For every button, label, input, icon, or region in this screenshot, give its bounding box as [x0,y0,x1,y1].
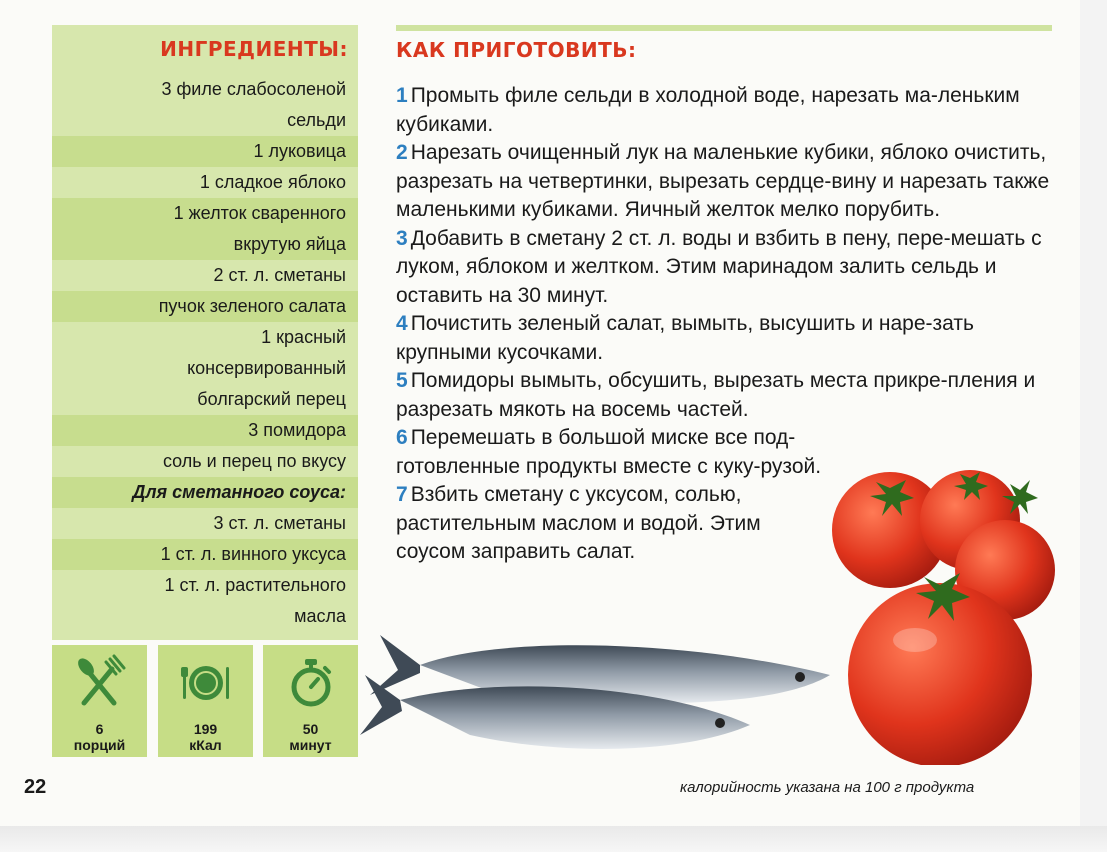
step-6 [396,424,834,481]
time-value: 50 [302,721,319,737]
calories-box [158,645,253,757]
ingredients-panel [52,25,358,640]
portions-value: 6 [95,721,104,737]
time-box [263,645,358,757]
ingredients-title: ИНГРЕДИЕНТЫ: [160,37,348,61]
step-number: 3 [396,226,408,250]
preparation-title: КАК ПРИГОТОВИТЬ: [396,38,637,62]
calorie-note: калорийность указана на 100 г продукта [680,779,975,796]
ingredient-row: масла [294,606,346,626]
portions-unit: порций [73,737,126,753]
stopwatch-icon [285,653,337,713]
ingredient-row: болгарский перец [197,389,346,409]
ingredients-list [52,74,358,632]
step-text: Промыть филе сельди в холодной воде, нарезать ма-леньким кубиками. [396,84,1020,136]
ingredient-row: вкрутую яйца [52,229,358,260]
ingredient-row: консервированный [187,358,346,378]
step-text: Нарезать очищенный лук на маленькие кубики, яблоко очистить, разрезать на четвертинки, вырезать сердце-вину и нарезать также маленькими кубиками. Яичный желток мелко порубить. [396,141,1050,221]
sauce-subheading: Для сметанного соуса: [52,477,358,508]
step-7 [396,481,834,567]
ingredient-row: 1 ст. л. винного уксуса [52,539,358,570]
ingredient-row: 1 красный [261,327,346,347]
plate-icon [180,653,232,713]
calories-unit: кКал [189,737,222,753]
ingredient-row: сельди [287,110,346,130]
step-number: 2 [396,141,408,164]
scan-margin-right [1080,0,1107,852]
ingredient-row: 3 ст. л. сметаны [213,513,346,533]
step-text: Почистить зеленый салат, вымыть, высушить и наре-зать крупными кусочками. [396,312,974,364]
tomatoes-image [820,450,1060,765]
step-text: Помидоры вымыть, обсушить, вырезать места прикре-пления и разрезать мякоть на восемь частей. [396,369,1036,421]
step-number: 5 [396,369,408,392]
step-1 [396,82,1056,139]
step-2 [396,139,1056,225]
step-number: 7 [396,483,408,506]
ingredient-row: соль и перец по вкусу [162,451,346,471]
herring-image [360,625,840,775]
step-text: Добавить в сметану 2 ст. л. воды и взбить в пену, пере-мешать с луком, яблоком и желтком. Этим маринадом залить сельдь и оставить на 30 минут. [396,226,1042,307]
step-number: 6 [396,426,408,449]
header-divider [396,25,1052,31]
scan-margin-bottom [0,826,1107,852]
fork-knife-icon [74,653,126,713]
calories-value: 199 [193,721,218,737]
step-4 [396,310,1056,367]
ingredient-row: 1 желток сваренного [52,198,358,229]
step-5 [396,367,1056,424]
ingredient-row: 3 филе слабосоленой [161,79,346,99]
ingredient-row: пучок зеленого салата [52,291,358,322]
step-text: Перемешать в большой миске все под-готовленные продукты вместе с куку-рузой. [396,426,822,478]
portions-box [52,645,147,757]
ingredient-row: 1 ст. л. растительного [164,575,346,595]
ingredient-row: 1 луковица [52,136,358,167]
step-3 [396,225,1056,311]
step-number: 1 [396,84,408,107]
time-unit: минут [289,737,332,753]
ingredient-row: 2 ст. л. сметаны [213,265,346,285]
page-number: 22 [24,776,47,798]
step-number: 4 [396,312,408,335]
ingredient-row: 3 помидора [52,415,358,446]
step-text: Взбить сметану с уксусом, солью, растительным маслом и водой. Этим соусом заправить салат. [396,483,761,563]
ingredient-row: 1 сладкое яблоко [199,172,346,192]
